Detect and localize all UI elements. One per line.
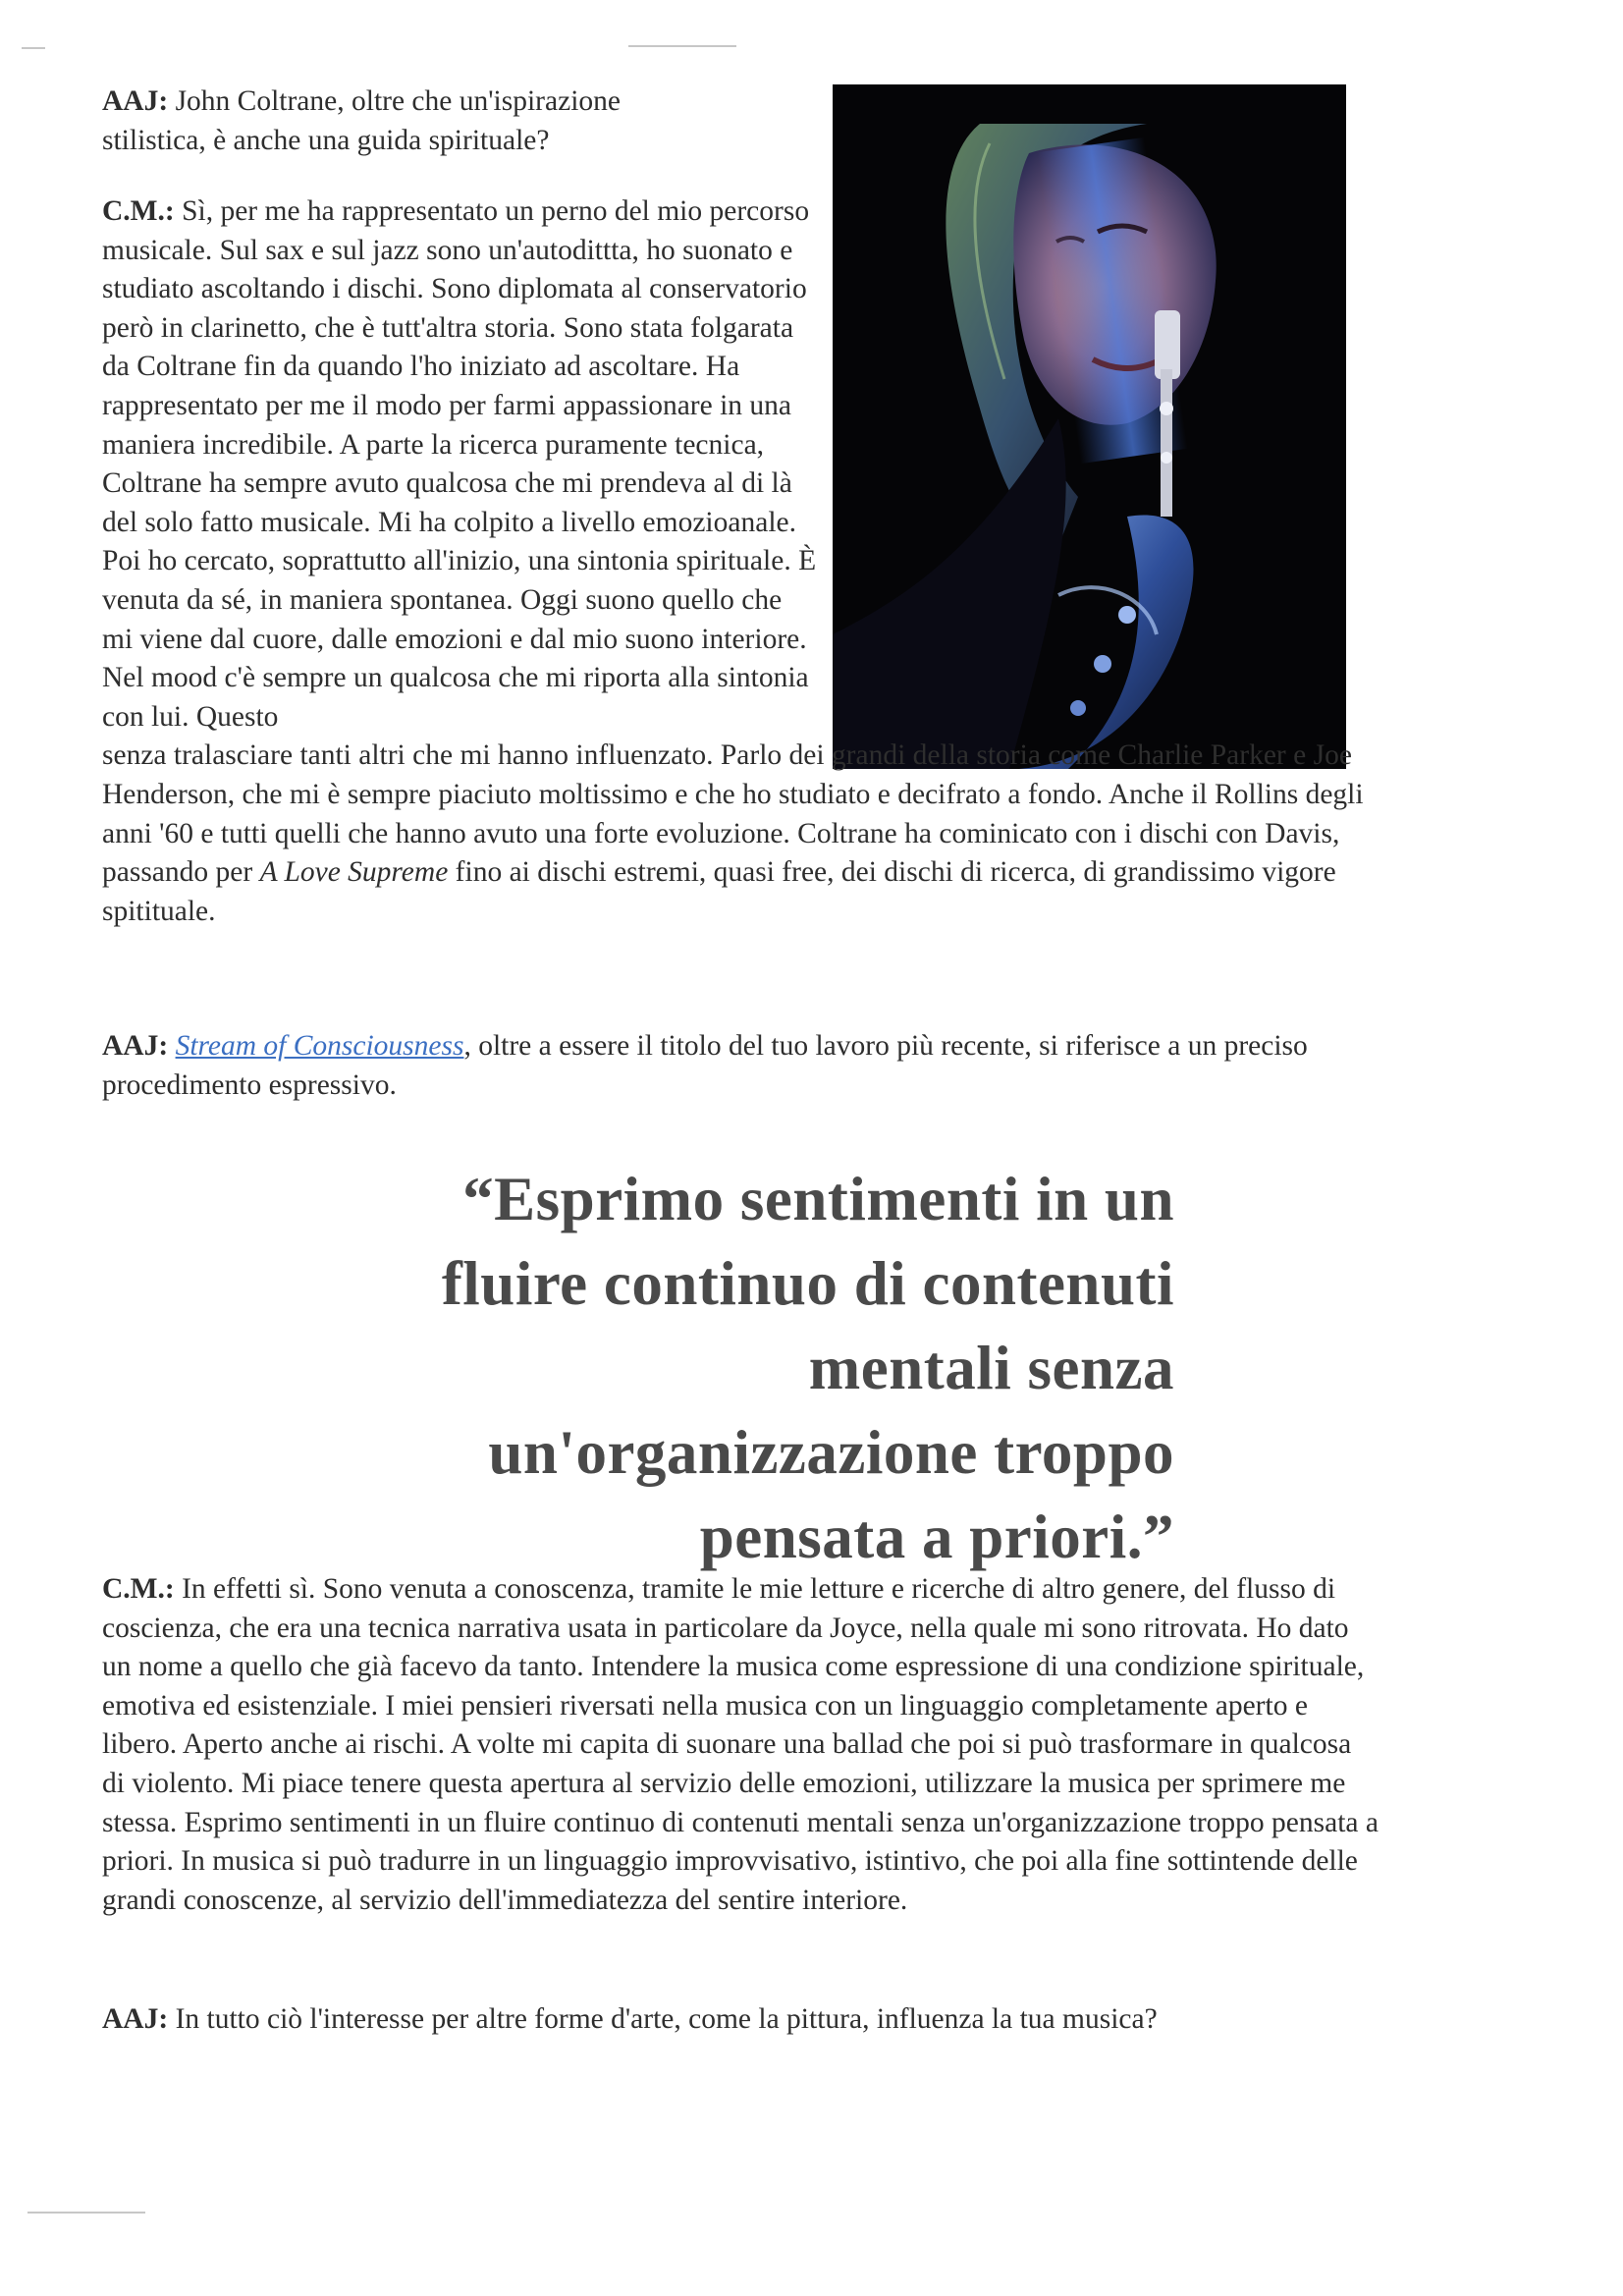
pull-quote-line: “Esprimo sentimenti in un xyxy=(462,1165,1174,1233)
speaker-label: AAJ: xyxy=(102,85,169,117)
speaker-label: AAJ: xyxy=(102,2003,169,2035)
answer-paragraph xyxy=(102,192,1379,931)
scan-artifact-top xyxy=(628,45,736,47)
scan-artifact-corner xyxy=(22,47,45,49)
speaker-label: C.M.: xyxy=(102,195,175,227)
album-link[interactable]: Stream of Consciousness xyxy=(175,1030,464,1062)
paragraph-text: In effetti sì. Sono venuta a conoscenza, tramite le mie letture e ricerche di altro genere, del flusso di coscienza, che era una tecnica narrativa usata in particolare da Joyce, nella quale mi sono ritrovata. Ho dato un nome a quello che già facevo da tanto. Intendere la musica come espressione di una condizione spirituale, emotiva ed esistenziale. I miei pensieri riversati nella musica con un linguaggio completamente aperto e libero. Aperto anche ai rischi. A volte mi capita di suonare una ballad che poi si può trasformare in qualcosa di violento. Mi piace tenere questa apertura al servizio delle emozioni, utilizzare la musica per sprimere me stessa. Esprimo sentimenti in un fluire continuo di contenuti mentali senza un'organizzazione troppo pensata a priori. In musica si può tradurre in un linguaggio improvvisativo, istintivo, che poi alla fine sottintende delle grandi conoscenze, al servizio dell'immediatezza del sentire interiore. xyxy=(102,1573,1379,1916)
pull-quote-line: un'organizzazione troppo xyxy=(488,1418,1174,1487)
question-paragraph xyxy=(102,1027,1379,1105)
paragraph-text-end: fino ai dischi estremi, quasi free, dei dischi di ricerca, di grandissimo vigore spitituale. xyxy=(102,856,1336,927)
paragraph-text: Sì, per me ha rappresentato un perno del mio percorso musicale. Sul sax e sul jazz sono un'autodittta, ho suonato e studiato ascoltando i dischi. Sono diplomata al conservatorio però in clarinetto, che è tutt'altra storia. Sono stata folgarata da Coltrane fin da quando l'ho iniziato ad ascoltare. Ha rappresentato per me il modo per farmi appassionare in una maniera incredibile. A parte la ricerca puramente tecnica, Coltrane ha sempre avuto qualcosa che mi prendeva al di là del solo fatto musicale. Mi ha colpito a livello emozioanale. Poi ho cercato, soprattutto all'inizio, una sintonia spirituale. È venuta da sé, in maniera spontanea. Oggi suono quello che mi viene dal cuore, dalle emozioni e dal mio suono interiore. Nel mood c'è sempre un qualcosa che mi riporta alla sintonia con lui. Questo xyxy=(102,195,817,733)
answer-paragraph xyxy=(102,1570,1379,1920)
paragraph-text: John Coltrane, oltre che un'ispirazione stilistica, è anche una guida spirituale? xyxy=(102,85,621,156)
pull-quote xyxy=(324,1157,1174,1579)
question-paragraph xyxy=(102,2000,1379,2040)
pull-quote-line: mentali senza xyxy=(808,1334,1174,1402)
scan-artifact-bottom xyxy=(27,2212,145,2214)
pull-quote-line: fluire continuo di contenuti xyxy=(441,1249,1174,1318)
paragraph-text: In tutto ciò l'interesse per altre forme d'arte, come la pittura, influenza la tua musica? xyxy=(168,2003,1158,2035)
pull-quote-line: pensata a priori.” xyxy=(699,1503,1174,1571)
album-title: A Love Supreme xyxy=(259,856,449,889)
paragraph-text: , oltre a essere il titolo del tuo lavoro più recente, si riferisce a un preciso procedimento espressivo. xyxy=(102,1030,1308,1101)
speaker-label: AAJ: xyxy=(102,1030,169,1062)
paragraph-text-continued: senza tralasciare tanti altri che mi hanno influenzato. Parlo dei grandi della storia come Charlie Parker e Joe Henderson, che mi è sempre piaciuto moltissimo e che ho studiato e decifrato a fondo. Anche il Rollins degli anni '60 e tutti quelli che hanno avuto una forte evoluzione. Coltrane ha cominicato con i dischi con Davis, passando per xyxy=(102,739,1364,889)
speaker-label: C.M.: xyxy=(102,1573,175,1605)
question-paragraph xyxy=(102,82,730,160)
